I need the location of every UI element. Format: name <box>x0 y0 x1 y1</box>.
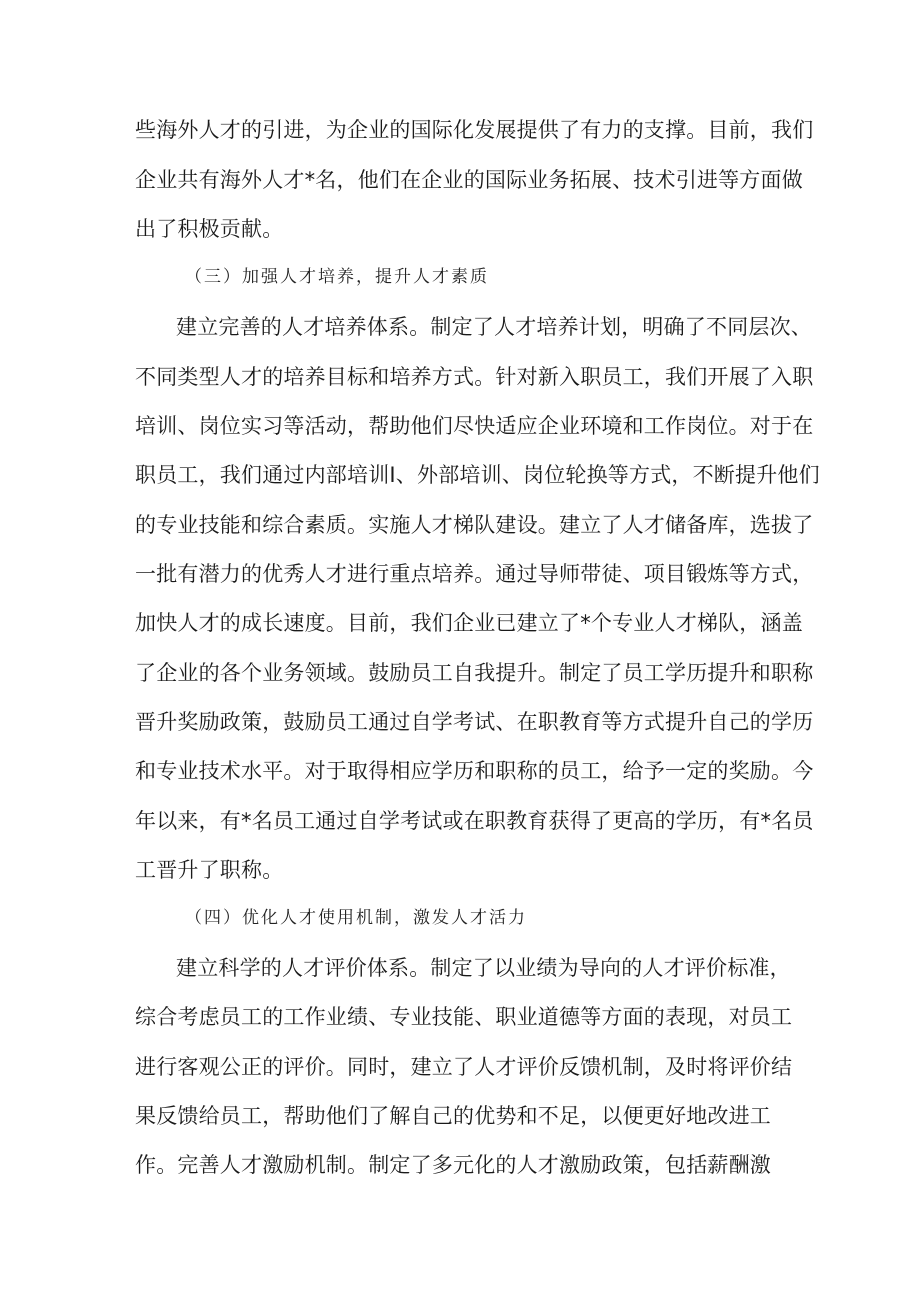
section-heading-3: （三）加强人才培养，提升人才素质 <box>185 267 489 287</box>
body-text-line: 作。完善人才激励机制。制定了多元化的人才激励政策，包括薪酬激 <box>135 1153 771 1177</box>
body-text-line: 企业共有海外人才*名，他们在企业的国际业务拓展、技术引进等方面做 <box>135 168 803 192</box>
body-text-line: 年以来，有*名员工通过自学考试或在职教育获得了更高的学历，有*名员 <box>135 809 814 833</box>
body-text-line: 的专业技能和综合素质。实施人才梯队建设。建立了人才储备库，选拔了 <box>135 513 814 537</box>
body-text-line: 职员工，我们通过内部培训Ⅰ、外部培训、岗位轮换等方式，不断提升他们 <box>135 463 820 487</box>
body-text-line: 培训、岗位实习等活动，帮助他们尽快适应企业环境和工作岗位。对于在 <box>135 414 814 438</box>
section-heading-4: （四）优化人才使用机制，激发人才活力 <box>185 908 527 928</box>
body-text-line: 综合考虑员工的工作业绩、专业技能、职业道德等方面的表现，对员工 <box>135 1005 793 1029</box>
body-text-line: 加快人才的成长速度。目前，我们企业已建立了*个专业人才梯队，涵盖 <box>135 611 803 635</box>
body-text-line: 些海外人才的引进，为企业的国际化发展提供了有力的支撑。目前，我们 <box>135 118 814 142</box>
body-text-line: 建立科学的人才评价体系。制定了以业绩为导向的人才评价标准， <box>176 956 791 980</box>
body-text-line: 晋升奖励政策，鼓励员工通过自学考试、在职教育等方式提升自己的学历 <box>135 710 814 734</box>
body-text-line: 建立完善的人才培养体系。制定了人才培养计划，明确了不同层次、 <box>176 315 812 339</box>
body-text-line: 不同类型人才的培养目标和培养方式。针对新入职员工，我们开展了入职 <box>135 365 814 389</box>
body-text-line: 一批有潜力的优秀人才进行重点培养。通过导师带徒、项目锻炼等方式， <box>135 562 814 586</box>
body-text-line: 出了积极贡献。 <box>135 217 284 241</box>
body-text-line: 和专业技术水平。对于取得相应学历和职称的员工，给予一定的奖励。今 <box>135 759 814 783</box>
body-text-line: 工晋升了职称。 <box>135 858 284 882</box>
body-text-line: 了企业的各个业务领域。鼓励员工自我提升。制定了员工学历提升和职称 <box>135 661 814 685</box>
body-text-line: 果反馈给员工，帮助他们了解自己的优势和不足，以便更好地改进工 <box>135 1104 771 1128</box>
body-text-line: 进行客观公正的评价。同时，建立了人才评价反馈机制，及时将评价结 <box>135 1055 793 1079</box>
